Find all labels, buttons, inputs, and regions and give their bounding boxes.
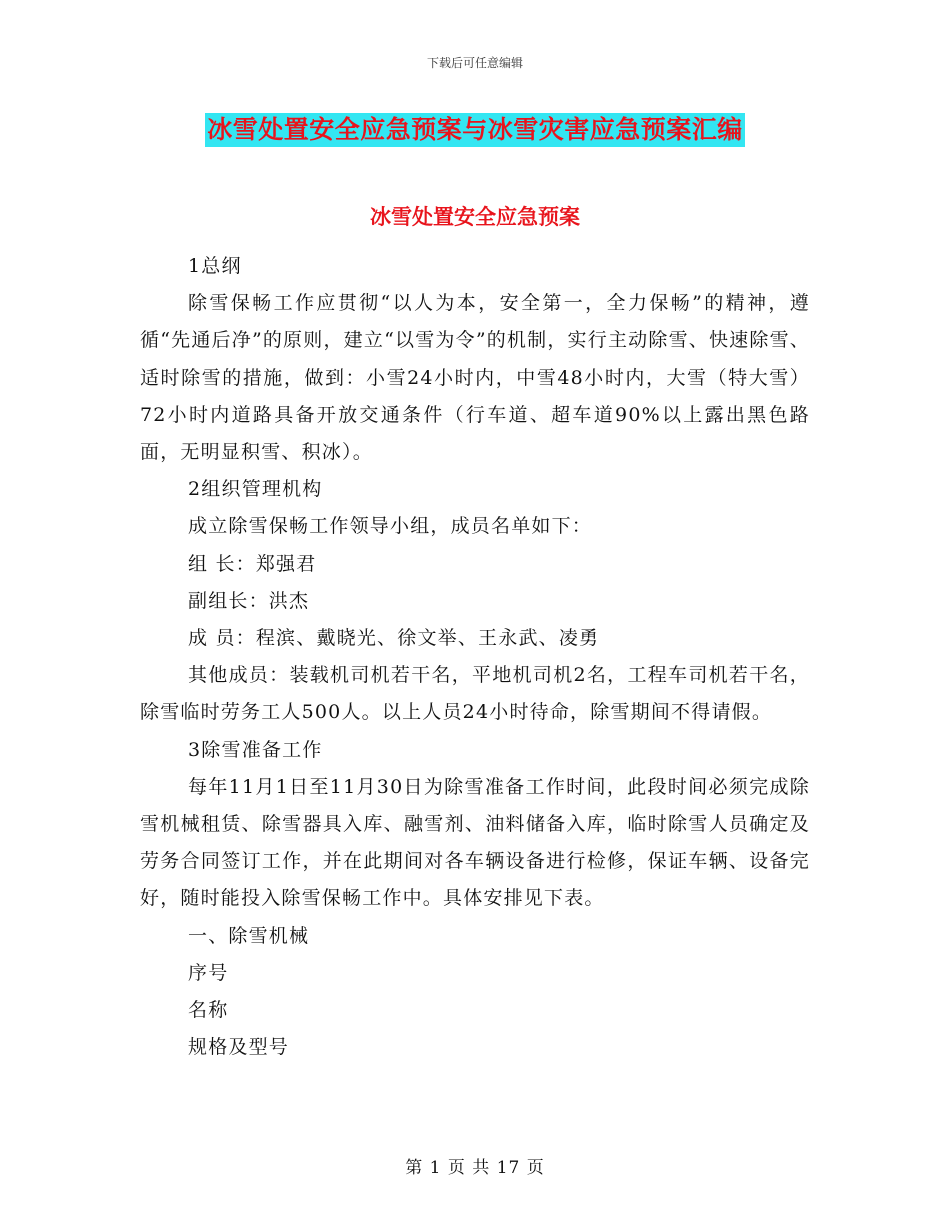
paragraph: 成立除雪保畅工作领导小组，成员名单如下：	[188, 515, 593, 538]
table-header-cell: 序号	[188, 961, 229, 984]
table-header-cell: 名称	[188, 999, 229, 1022]
page-footer: 第 1 页 共 17 页	[405, 1158, 545, 1178]
main-title	[0, 113, 950, 147]
paragraph: 每年11月1日至11月30日为除雪准备工作时间，此段时间必须完成除雪机械租赁、除雪器具入库、融雪剂、油料储备入库，临时除雪人员确定及劳务合同签订工作，并在此期间对各车辆设备进行检修，保证车辆、设备完好，随时能投入除雪保畅工作中。具体安排见下表。	[140, 775, 810, 910]
header-note: 下载后可任意编辑	[426, 56, 523, 70]
section-heading-3: 3除雪准备工作	[188, 738, 323, 761]
main-title-text: 冰雪处置安全应急预案与冰雪灾害应急预案汇编	[205, 113, 745, 147]
table-header-cell: 规格及型号	[188, 1036, 290, 1059]
section-heading-2: 2组织管理机构	[188, 478, 323, 501]
subsection-heading: 一、除雪机械	[188, 924, 310, 947]
paragraph: 其他成员：装载机司机若干名，平地机司机2名，工程车司机若干名，除雪临时劳务工人500人。以上人员24小时待命，除雪期间不得请假。	[140, 664, 810, 724]
body-text	[140, 248, 810, 1066]
section-heading-1: 1总纲	[188, 255, 242, 277]
member-leader: 组 长：郑强君	[188, 552, 317, 575]
member-list: 成 员：程滨、戴晓光、徐文举、王永武、凌勇	[188, 627, 600, 650]
member-deputy: 副组长：洪杰	[188, 589, 310, 612]
paragraph: 除雪保畅工作应贯彻“以人为本，安全第一，全力保畅”的精神，遵循“先通后净”的原则，建立“以雪为令”的机制，实行主动除雪、快速除雪、适时除雪的措施，做到：小雪24小时内，中雪48小时内，大雪（特大雪）72小时内道路具备开放交通条件（行车道、超车道90%以上露出黑色路面，无明显积雪、积冰）。	[140, 292, 810, 464]
sub-title: 冰雪处置安全应急预案	[370, 204, 580, 229]
